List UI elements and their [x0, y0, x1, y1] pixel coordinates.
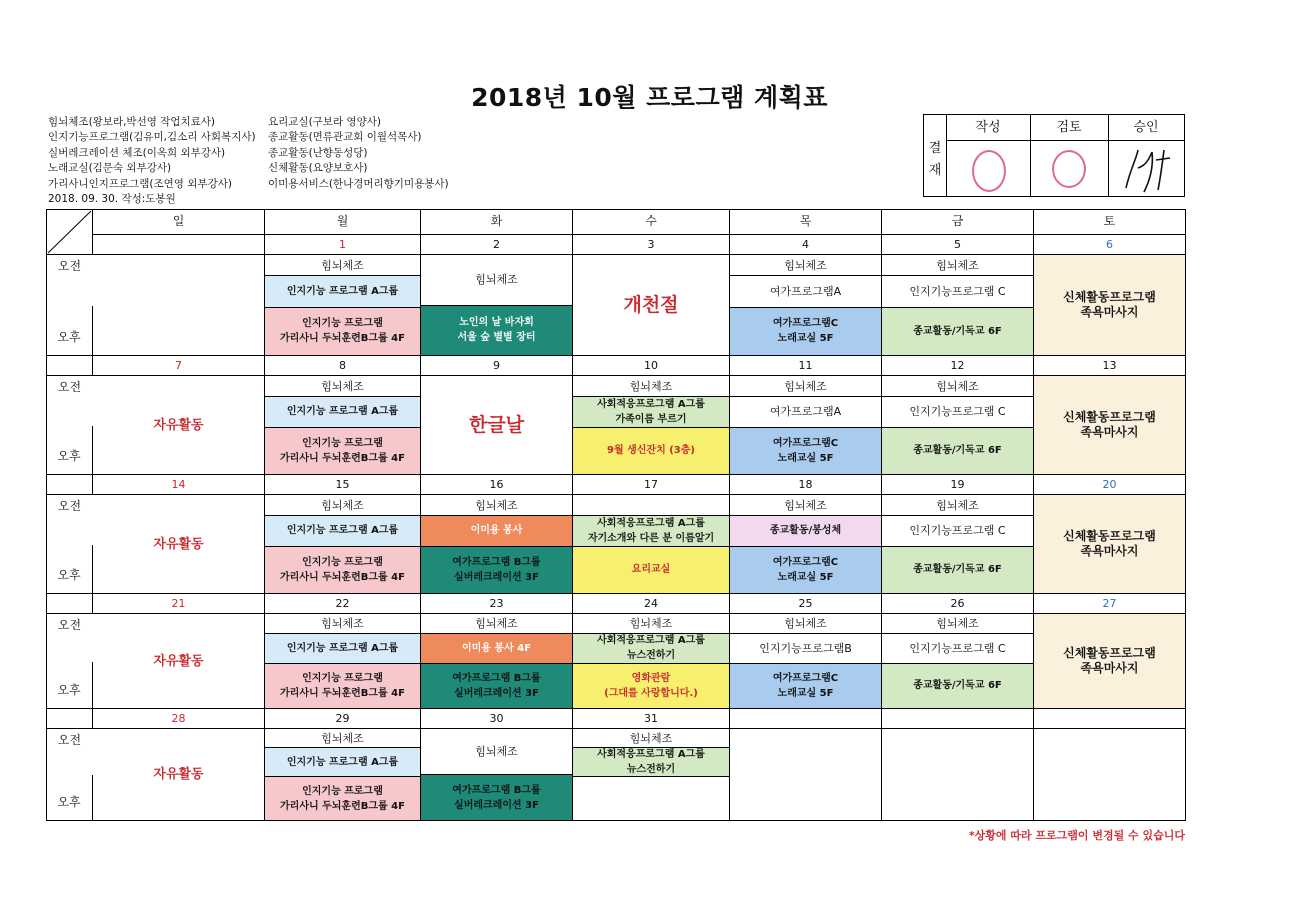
program-cell: 여가프로그램C 노래교실 5F [730, 664, 882, 710]
info-line: 이미용서비스(한나경머리향기미용봉사) [268, 177, 449, 190]
date-number: 3 [573, 235, 730, 255]
program-cell: 인지기능프로그램 C [882, 276, 1034, 308]
program-cell: 자유활동 [93, 495, 265, 594]
date-number: 22 [265, 594, 421, 614]
program-cell: 종교활동/봉성체 [730, 516, 882, 547]
date-number: 26 [882, 594, 1034, 614]
info-line: 종교활동(난향동성당) [268, 146, 368, 159]
info-line: 노래교실(김문숙 외부강사) [48, 162, 172, 175]
program-cell: 자유활동 [93, 729, 265, 821]
program-cell: 힘뇌체조 [265, 614, 421, 634]
date-number: 16 [421, 475, 573, 495]
program-cell: 힘뇌체조 [573, 729, 730, 748]
program-cell: 사회적응프로그램 A그룹 가족이름 부르기 [573, 397, 730, 428]
program-cell: 종교활동/기독교 6F [882, 428, 1034, 476]
date-number: 7 [93, 356, 265, 376]
date-number: 21 [93, 594, 265, 614]
am-label: 오전 [57, 380, 82, 394]
day-header: 월 [265, 209, 421, 235]
am-label: 오전 [57, 733, 82, 747]
program-cell: 힘뇌체조 [421, 614, 573, 634]
program-cell: 인지기능 프로그램 가리사니 두뇌훈련B그룹 4F [265, 308, 421, 357]
program-cell: 이미용 봉사 4F [421, 634, 573, 664]
staff-info-left [48, 115, 256, 207]
program-cell: 힘뇌체조 [421, 495, 573, 516]
date-number: 30 [421, 709, 573, 729]
program-cell: 인지기능프로그램 C [882, 516, 1034, 547]
approval-header: 승인 [1108, 115, 1184, 141]
program-cell: 여가프로그램C 노래교실 5F [730, 547, 882, 595]
blank-cell [46, 356, 93, 376]
pm-label: 오후 [46, 775, 93, 821]
program-cell: 인지기능 프로그램 가리사니 두뇌훈련B그룹 4F [265, 777, 421, 821]
pm-label: 오후 [46, 662, 93, 710]
program-cell: 힘뇌체조 [573, 614, 730, 634]
program-cell: 인지기능 프로그램 A그룹 [265, 276, 421, 308]
program-cell: 힘뇌체조 [265, 255, 421, 276]
author-date: 2018. 09. 30. 작성:도봉원 [48, 193, 176, 206]
program-cell: 힘뇌체조 [730, 255, 882, 276]
approval-side-label [924, 115, 947, 196]
date-number: 28 [93, 709, 265, 729]
am-label: 오전 [57, 499, 82, 513]
day-header: 목 [730, 209, 882, 235]
program-cell: 인지기능프로그램B [730, 634, 882, 664]
date-number: 12 [882, 356, 1034, 376]
info-line: 인지기능프로그램(김유미,김소리 사회복지사) [48, 131, 256, 144]
program-cell: 힘뇌체조 [730, 614, 882, 634]
day-header: 화 [421, 209, 573, 235]
date-number: 27 [1034, 594, 1186, 614]
am-label: 오전 [57, 618, 82, 632]
date-number: 19 [882, 475, 1034, 495]
program-cell: 여가프로그램 B그룹 실버레크레이션 3F [421, 775, 573, 821]
program-cell [882, 729, 1034, 821]
program-cell: 영화관람 (그대를 사랑합니다.) [573, 664, 730, 710]
program-cell: 종교활동/기독교 6F [882, 664, 1034, 710]
pm-label: 오후 [46, 426, 93, 476]
program-cell [730, 729, 882, 821]
program-cell: 인지기능 프로그램 가리사니 두뇌훈련B그룹 4F [265, 428, 421, 476]
day-header: 토 [1034, 209, 1186, 235]
program-cell: 신체활동프로그램 족욕마사지 [1034, 376, 1186, 475]
date-number: 25 [730, 594, 882, 614]
program-cell: 인지기능 프로그램 A그룹 [265, 748, 421, 777]
info-line: 신체활동(요양보호사) [268, 162, 368, 175]
date-number: 1 [265, 235, 421, 255]
date-number: 20 [1034, 475, 1186, 495]
program-cell: 노인의 날 바자회 서울 숲 별별 장터 [421, 306, 573, 357]
program-cell: 요리교실 [573, 547, 730, 595]
program-cell: 힘뇌체조 [421, 729, 573, 775]
program-cell: 인지기능프로그램 C [882, 634, 1034, 664]
info-line: 가리사니인지프로그램(조연영 외부강사) [48, 177, 232, 190]
date-number: 13 [1034, 356, 1186, 376]
date-number: 29 [265, 709, 421, 729]
date-number: 2 [421, 235, 573, 255]
approval-side-char: 재 [928, 163, 942, 178]
program-cell [93, 255, 265, 356]
approval-col-review [1030, 115, 1109, 196]
day-header: 수 [573, 209, 730, 235]
approval-header: 검토 [1030, 115, 1108, 141]
date-number [93, 235, 265, 255]
program-cell: 힘뇌체조 [882, 614, 1034, 634]
program-cell: 힘뇌체조 [882, 376, 1034, 397]
program-cell: 힘뇌체조 [265, 729, 421, 748]
date-number [730, 709, 882, 729]
program-cell [573, 495, 730, 516]
date-number [1034, 709, 1186, 729]
staff-info-right [268, 115, 449, 192]
page-title: 2018년 10월 프로그램 계획표 [471, 83, 828, 112]
corner-cell [46, 209, 93, 255]
program-cell: 인지기능 프로그램 A그룹 [265, 634, 421, 664]
date-number: 4 [730, 235, 882, 255]
program-cell: 종교활동/기독교 6F [882, 308, 1034, 357]
program-cell: 신체활동프로그램 족욕마사지 [1034, 614, 1186, 709]
program-cell: 힘뇌체조 [730, 376, 882, 397]
program-cell: 힘뇌체조 [882, 255, 1034, 276]
pm-label: 오후 [46, 306, 93, 357]
program-cell: 이미용 봉사 [421, 516, 573, 547]
date-number: 15 [265, 475, 421, 495]
day-header: 금 [882, 209, 1034, 235]
program-cell: 힘뇌체조 [730, 495, 882, 516]
date-number [882, 709, 1034, 729]
date-number: 14 [93, 475, 265, 495]
blank-cell [46, 594, 93, 614]
approval-box [923, 114, 1185, 197]
date-number: 11 [730, 356, 882, 376]
program-cell: 여가프로그램A [730, 276, 882, 308]
program-cell: 인지기능 프로그램 A그룹 [265, 397, 421, 428]
date-number: 23 [421, 594, 573, 614]
program-cell: 자유활동 [93, 614, 265, 709]
program-cell: 한글날 [421, 376, 573, 475]
pm-label: 오후 [46, 545, 93, 595]
am-label: 오전 [57, 259, 82, 273]
date-number: 10 [573, 356, 730, 376]
footnote: *상황에 따라 프로그램이 변경될 수 있습니다 [968, 829, 1185, 842]
program-cell: 종교활동/기독교 6F [882, 547, 1034, 595]
day-header: 일 [93, 209, 265, 235]
program-cell: 여가프로그램C 노래교실 5F [730, 308, 882, 357]
signature-icon [1108, 140, 1184, 196]
date-number: 6 [1034, 235, 1186, 255]
date-number: 31 [573, 709, 730, 729]
diagonal-line-icon [46, 209, 93, 255]
info-line: 종교활동(면류관교회 이월석목사) [268, 131, 422, 144]
program-cell: 자유활동 [93, 376, 265, 475]
program-cell: 사회적응프로그램 A그룹 자기소개와 다른 분 이름알기 [573, 516, 730, 547]
program-cell: 9월 생신잔치 (3층) [573, 428, 730, 476]
program-cell: 여가프로그램 B그룹 실버레크레이션 3F [421, 664, 573, 710]
approval-header: 작성 [946, 115, 1030, 141]
program-cell: 힘뇌체조 [573, 376, 730, 397]
approval-col-writer [946, 115, 1031, 196]
program-cell: 개천절 [573, 255, 730, 356]
date-number: 18 [730, 475, 882, 495]
program-cell [1034, 729, 1186, 821]
info-line: 요리교실(구보라 영양사) [268, 116, 381, 128]
program-cell: 힘뇌체조 [882, 495, 1034, 516]
program-cell: 힘뇌체조 [265, 376, 421, 397]
date-number: 9 [421, 356, 573, 376]
program-cell: 사회적응프로그램 A그룹 뉴스전하기 [573, 634, 730, 664]
program-cell: 여가프로그램C 노래교실 5F [730, 428, 882, 476]
seal-stamp-icon [1052, 150, 1086, 188]
program-cell [573, 777, 730, 821]
info-line: 힘뇌체조(왕보라,박선영 작업치료사) [48, 116, 216, 128]
seal-stamp-icon [972, 150, 1006, 192]
program-cell: 힘뇌체조 [265, 495, 421, 516]
program-cell: 힘뇌체조 [421, 255, 573, 306]
program-cell: 인지기능 프로그램 가리사니 두뇌훈련B그룹 4F [265, 547, 421, 595]
approval-col-approve [1108, 115, 1184, 196]
program-cell: 신체활동프로그램 족욕마사지 [1034, 255, 1186, 356]
program-cell: 여가프로그램A [730, 397, 882, 428]
program-cell: 사회적응프로그램 A그룹 뉴스전하기 [573, 748, 730, 777]
date-number: 17 [573, 475, 730, 495]
program-cell: 여가프로그램 B그룹 실버레크레이션 3F [421, 547, 573, 595]
info-line: 실버레크레이션 체조(이옥희 외부강사) [48, 146, 226, 159]
blank-cell [46, 709, 93, 729]
program-cell: 인지기능프로그램 C [882, 397, 1034, 428]
program-cell: 인지기능 프로그램 가리사니 두뇌훈련B그룹 4F [265, 664, 421, 710]
approval-side-char: 결 [928, 141, 942, 156]
date-number: 24 [573, 594, 730, 614]
blank-cell [46, 475, 93, 495]
date-number: 5 [882, 235, 1034, 255]
date-number: 8 [265, 356, 421, 376]
program-cell: 인지기능 프로그램 A그룹 [265, 516, 421, 547]
program-cell: 신체활동프로그램 족욕마사지 [1034, 495, 1186, 594]
